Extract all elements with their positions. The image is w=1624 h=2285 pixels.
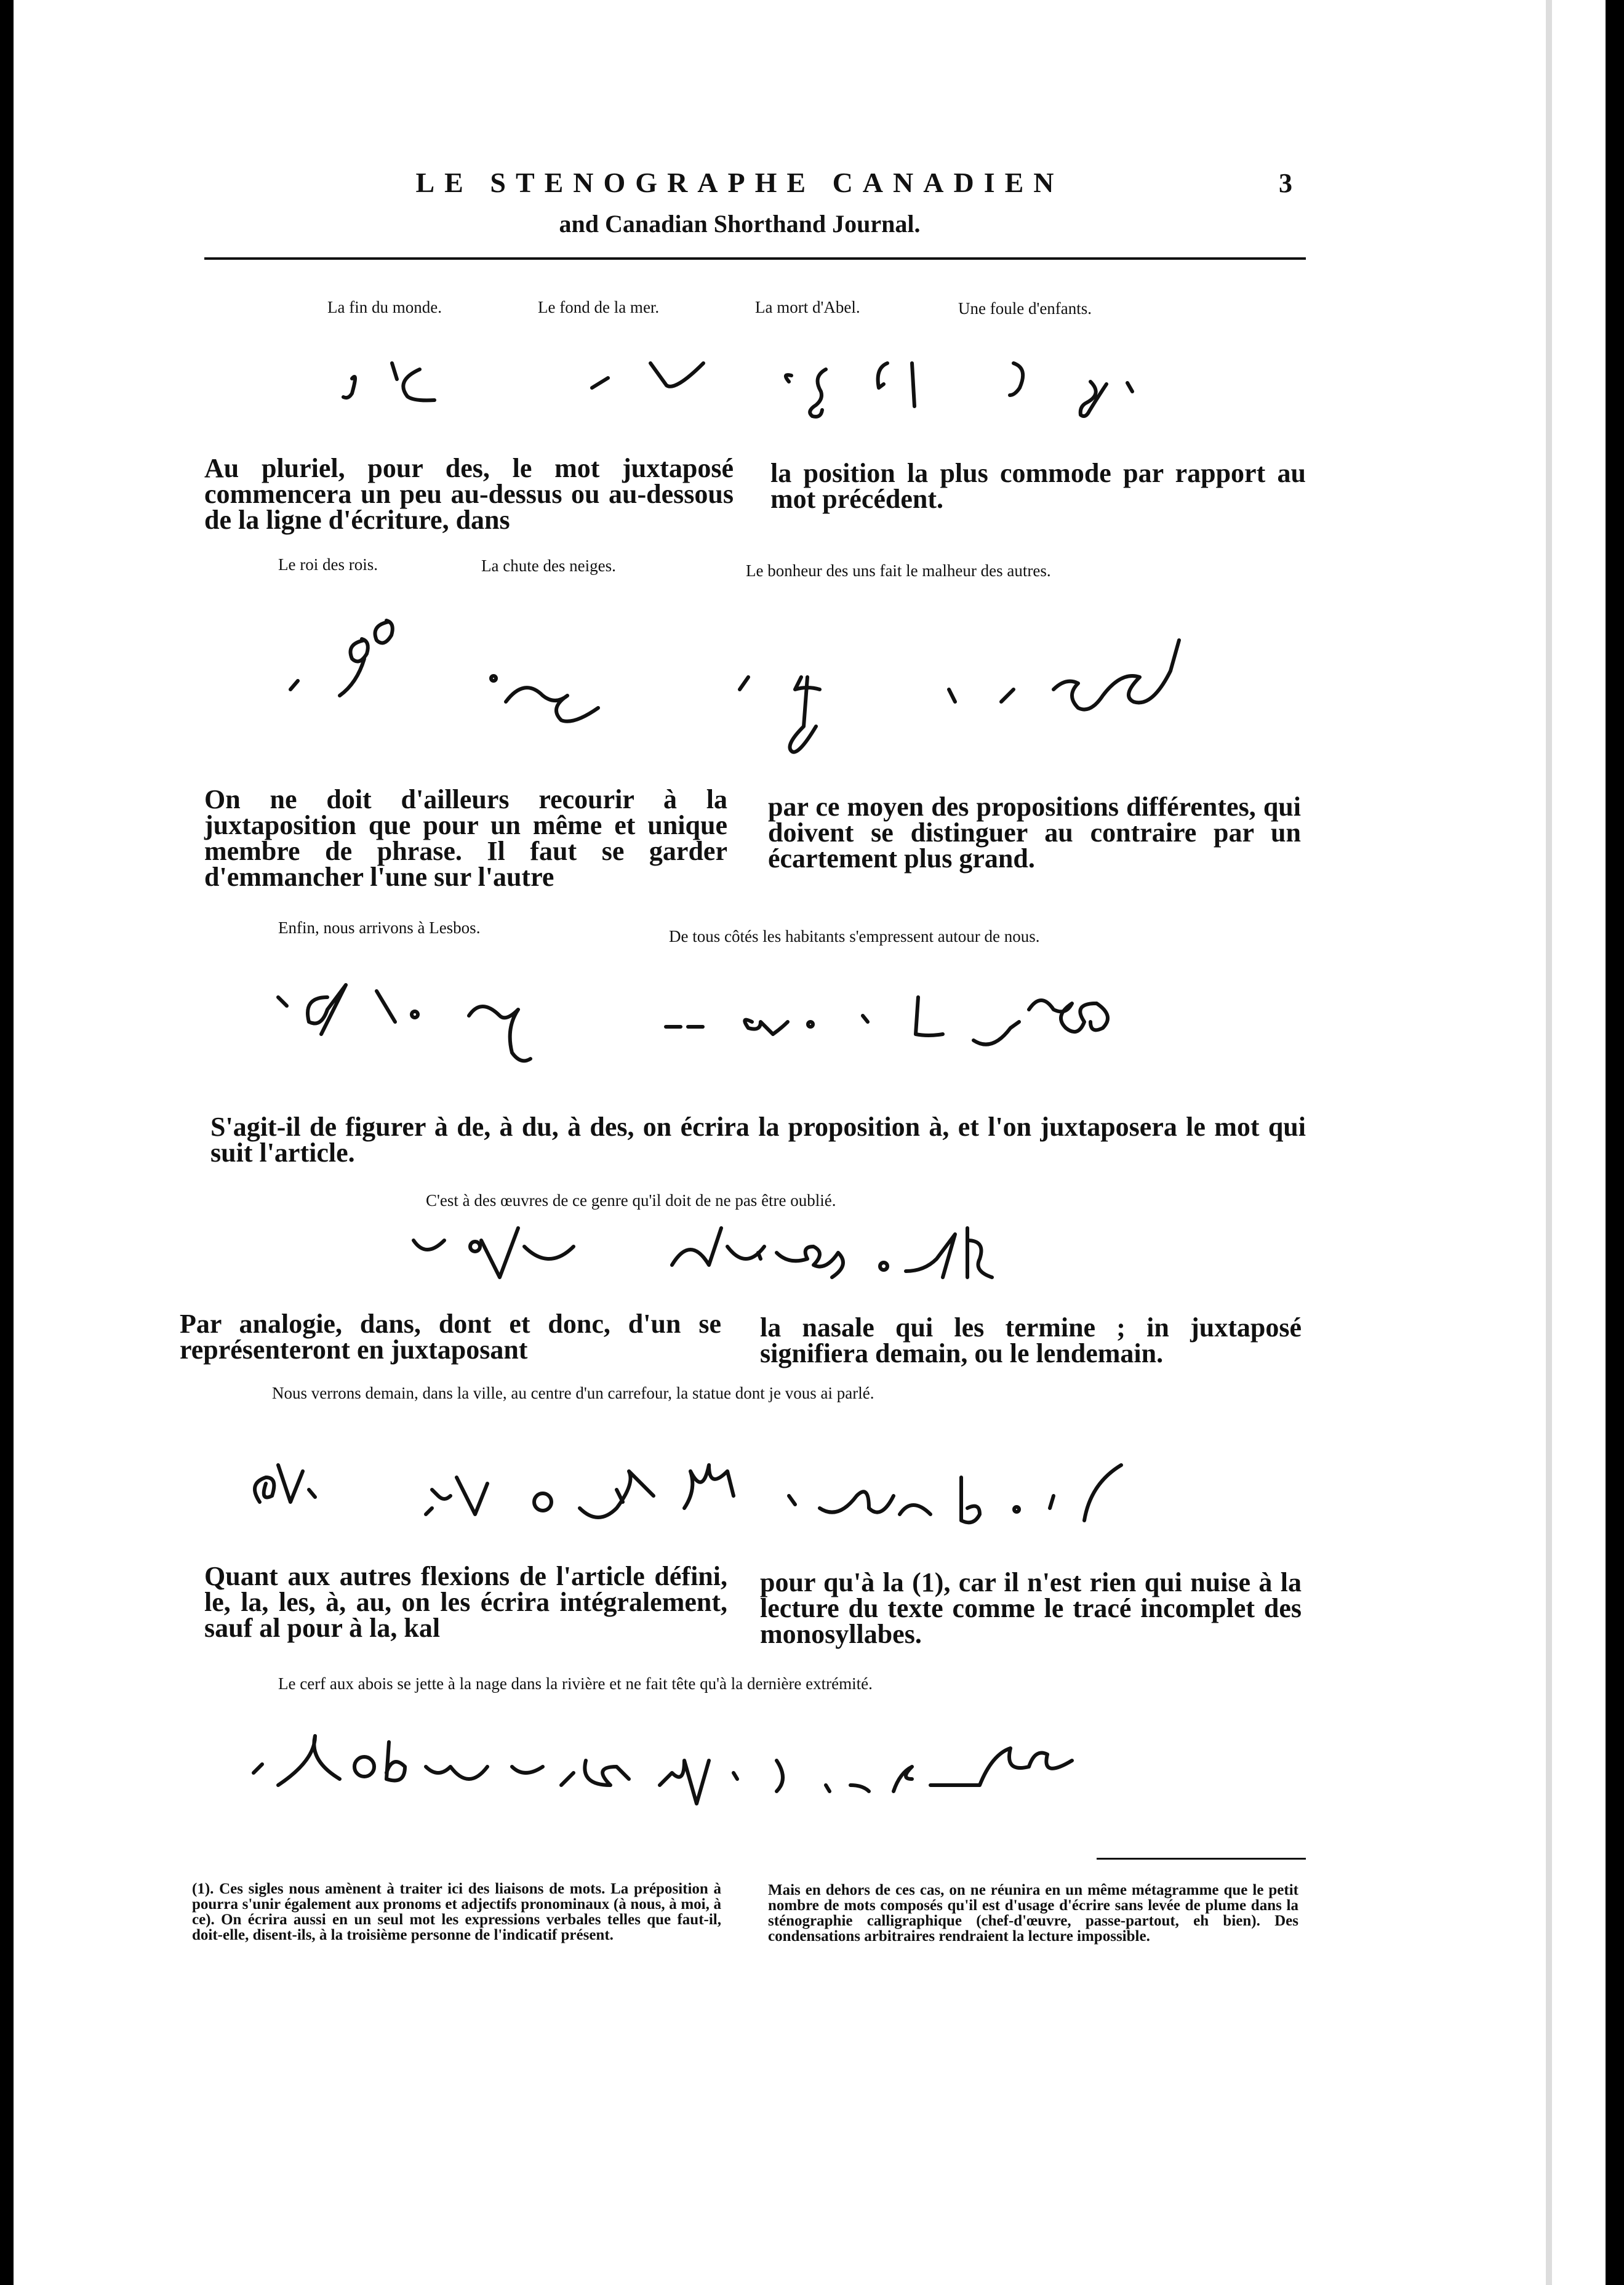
caption: Nous verrons demain, dans la ville, au centre d'un carrefour, la statue dont je vous ai parlé. bbox=[272, 1384, 874, 1402]
paragraph-full: S'agit-il de figurer à de, à du, à des, on écrira la proposition à, et l'on juxtaposera le mot qui suit l'article. bbox=[210, 1112, 1306, 1168]
caption: Le fond de la mer. bbox=[538, 298, 660, 316]
header-rule bbox=[204, 257, 1306, 260]
journal-title: LE STENOGRAPHE CANADIEN bbox=[415, 167, 1064, 198]
paragraph-right: par ce moyen des propositions différentes, qui doivent se distinguer au contraire par un écartement plus grand. bbox=[768, 792, 1301, 873]
paragraph-right: pour qu'à la (1), car il n'est rien qui nuise à la lecture du texte comme le tracé incomplet des monosyllabes. bbox=[760, 1567, 1302, 1649]
paragraph-left: Par analogie, dans, dont et donc, d'un se représenteront en juxtaposant bbox=[180, 1309, 721, 1365]
page-number: 3 bbox=[1279, 168, 1292, 198]
caption: De tous côtés les habitants s'empressent autour de nous. bbox=[669, 927, 1040, 946]
footnote-rule bbox=[1097, 1858, 1306, 1860]
footnote-right: Mais en dehors de ces cas, on ne réunira en un même métagramme que le petit nombre de mots composés qu'il est d'usage d'écrire sans levée de plume dans la sténographie calligraphique (chef-d'œuvre, passe-partout, eh bien). Des condensations arbitraires rendraient la lecture impossible. bbox=[768, 1882, 1298, 1945]
shorthand-line-5 bbox=[235, 1440, 1250, 1557]
caption: Le bonheur des uns fait le malheur des autres. bbox=[746, 561, 1051, 580]
caption: La fin du monde. bbox=[327, 298, 442, 316]
caption: Le roi des rois. bbox=[278, 555, 378, 574]
shorthand-line-6 bbox=[241, 1717, 1257, 1822]
footnote-left: (1). Ces sigles nous amènent à traiter ici des liaisons de mots. La préposition à pourra s'unir également aux pronoms et adjectifs pronominaux (à nous, à moi, à ce). On écrira aussi en un seul mot les expressions verbales telles que faut-il, doit-elle, disent-ils, à la troisième personne de l'indicatif présent. bbox=[192, 1881, 721, 1943]
paragraph-left: Au pluriel, pour des, le mot juxtaposé commencera un peu au-dessus ou au-dessous de la ligne d'écriture, dans bbox=[204, 453, 734, 535]
caption: Enfin, nous arrivons à Lesbos. bbox=[278, 918, 481, 937]
journal-subtitle: and Canadian Shorthand Journal. bbox=[559, 210, 921, 238]
caption: Une foule d'enfants. bbox=[958, 299, 1092, 318]
scanned-page bbox=[14, 0, 1606, 2285]
shorthand-line-2 bbox=[272, 603, 1257, 769]
caption: C'est à des œuvres de ce genre qu'il doit de ne pas être oublié. bbox=[426, 1191, 836, 1210]
caption: La mort d'Abel. bbox=[755, 298, 860, 316]
paragraph-left: Quant aux autres flexions de l'article défini, le, la, les, à, au, on les écrira intégralement, sauf al pour à la, kal bbox=[204, 1561, 727, 1643]
caption: La chute des neiges. bbox=[481, 556, 616, 575]
paragraph-right: la nasale qui les termine ; in juxtaposé signifiera demain, ou le lendemain. bbox=[760, 1312, 1302, 1368]
shorthand-line-4 bbox=[395, 1216, 1318, 1296]
caption: Le cerf aux abois se jette à la nage dans la rivière et ne fait tête qu'à la dernière extrémité. bbox=[278, 1674, 873, 1693]
paragraph-right: la position la plus commode par rapport au mot précédent. bbox=[770, 458, 1306, 514]
paragraph-left: On ne doit d'ailleurs recourir à la juxtaposition que pour un même et unique membre de phrase. Il faut se garder d'emmancher l'une sur l'autre bbox=[204, 784, 727, 892]
shorthand-line-1 bbox=[334, 345, 1207, 425]
page-edge-shadow bbox=[1546, 0, 1552, 2285]
shorthand-line-3 bbox=[260, 973, 1244, 1096]
